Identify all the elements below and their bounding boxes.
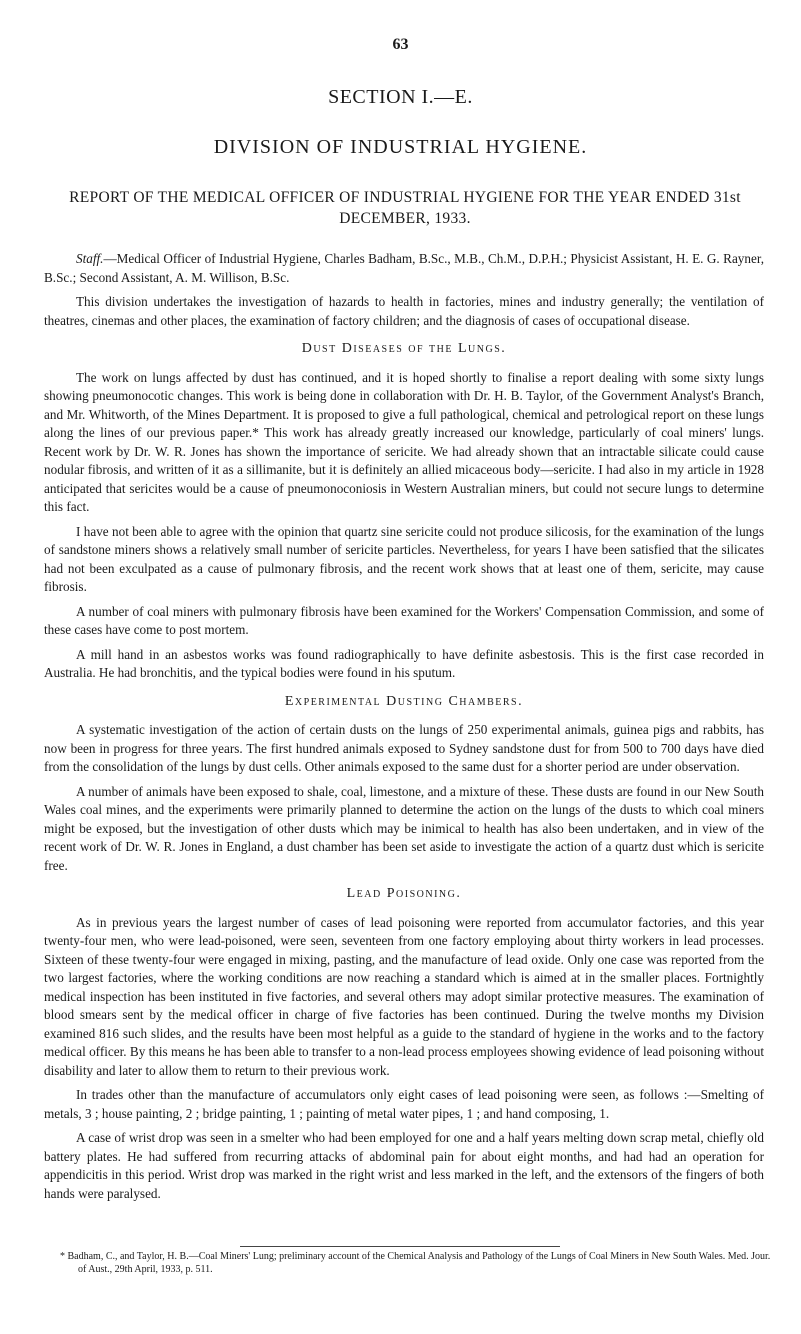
paragraph: A mill hand in an asbestos works was found radiographically to have definite asbestosis. This is the first case recorded in Australia. He had bronchitis, and the typical bodies were found in his sputum.: [44, 646, 764, 680]
paragraph: A number of coal miners with pulmonary fibrosis have been examined for the Workers' Compensation Commission, and some of these cases have come to post mortem.: [44, 603, 764, 637]
section-heading-dust: Dust Diseases of the Lungs.: [301, 341, 507, 356]
page-number: 63: [392, 36, 409, 53]
section-heading-lead: Lead Poisoning.: [346, 886, 462, 901]
staff-text: —Medical Officer of Industrial Hygiene, Charles Badham, B.Sc., M.B., Ch.M., D.P.H.; Physicist Assistant, H. E. G. Rayner, B.Sc.; Second Assistant, A. M. Willison, B.Sc.: [44, 251, 764, 285]
report-body: [44, 250, 764, 1209]
footnote: * Badham, C., and Taylor, H. B.—Coal Miners' Lung; preliminary account of the Chemical Analysis and Pathology of the Lungs of Coal Miners in New South Wales. Med. Jour. of Aust., 29th April, 1933, p. 511.: [60, 1251, 771, 1275]
paragraph: I have not been able to agree with the opinion that quartz sine sericite could not produce silicosis, for the examination of the lungs of sandstone miners shows a relatively small number of sericite particles. Nevertheless, for years I have been satisfied that the silicates had not been exculpated as a cause of pulmonary fibrosis, and the recent work shows that at least one of them, sericite, may cause fibrosis.: [44, 523, 764, 594]
intro-paragraph: This division undertakes the investigation of hazards to health in factories, mines and industry generally; the ventilation of theatres, cinemas and other places, the examination of factory children; and the diagnosis of cases of occupational disease.: [44, 294, 764, 328]
footnote-rule: [240, 1246, 560, 1247]
section-heading-dusting: Experimental Dusting Chambers.: [284, 693, 524, 709]
paragraph: As in previous years the largest number of cases of lead poisoning were reported from accumulator factories, and this year twenty-four men, who were lead-poisoned, were seen, seventeen from one factory employing about thirty workers in lead processes. Sixteen of these twenty-four were engaged in mixing, pasting, and the manufacture of lead oxide. Only one case was reported from the two largest factories, where the working conditions are now reaching a standard which is aimed at in the smaller places. Fortnightly medical inspection has been instituted in five factories, and several others may adopt similar protective measures. The examination of blood smears sent by the medical officer in charge of five factories has been continued. During the twelve months my Division examined 816 such slides, and the results have been most helpful as a guide to the standard of hygiene in the works and to the factory medical officer. By this means he has been able to transfer to a non-lead process employees showing evidence of lead poisoning without disability and later to allow them to return to their previous work.: [44, 914, 764, 1078]
section-title: SECTION I.—E.: [328, 86, 473, 108]
paragraph: A systematic investigation of the action of certain dusts on the lungs of 250 experimental animals, guinea pigs and rabbits, has now been in progress for three years. The first hundred animals exposed to Sydney sandstone dust for from 500 to 700 days have died from the consolidation of the lungs by dust cells. Other animals exposed to the same dust for a shorter period are under observation.: [44, 722, 764, 774]
paragraph: A case of wrist drop was seen in a smelter who had been employed for one and a half years melting down scrap metal, chiefly old battery plates. He had suffered from recurring attacks of abdominal pain for about eight months, and had had an operation for appendicitis in this period. Wrist drop was marked in the right wrist and less marked in the left, and the extensors of the fingers of both hands were paralysed.: [44, 1130, 764, 1201]
paragraph: The work on lungs affected by dust has continued, and it is hoped shortly to finalise a report dealing with some sixty lungs showing pneumonocotic changes. This work is being done in collaboration with Dr. H. B. Taylor, of the Government Analyst's Branch, and Mr. Whitworth, of the Mines Department. It is proposed to give a full pathological, chemical and petrological report on these lungs along the lines of our previous paper.* This work has already greatly increased our knowledge, particularly of coal miners' lungs. Recent work by Dr. W. R. Jones has shown the importance of sericite. We had already shown that an intractable silicate could cause nodular fibrosis, and written of it as a sillimanite, but it is definitely an allied micaceous body—sericite. I had also in my article in 1928 anticipated that sericites would be a cause of pneumonoconiosis in Western Australian miners, but could not secure lungs to determine this fact.: [44, 369, 764, 514]
report-title: REPORT OF THE MEDICAL OFFICER OF INDUSTRIAL HYGIENE FOR THE YEAR ENDED 31st DECEMBER, 1933.: [69, 189, 741, 227]
staff-paragraph: [44, 250, 764, 287]
paragraph: A number of animals have been exposed to shale, coal, limestone, and a mixture of these. These dusts are found in our New South Wales coal mines, and the experiments were primarily planned to determine the action on the lungs of the dusts to which coal miners might be exposed, but the investigation of other dusts which may be inimical to health has also been undertaken, and in view of the recent work of Dr. W. R. Jones in England, a dust chamber has been set aside to investigate the action of a quartz dust which is sericite free.: [44, 783, 764, 873]
division-title: DIVISION OF INDUSTRIAL HYGIENE.: [213, 136, 588, 158]
paragraph: In trades other than the manufacture of accumulators only eight cases of lead poisoning were seen, as follows :—Smelting of metals, 3 ; house painting, 2 ; bridge painting, 1 ; painting of metal water pipes, 1 ; and hand composing, 1.: [44, 1087, 764, 1121]
staff-label: Staff.: [76, 251, 104, 266]
